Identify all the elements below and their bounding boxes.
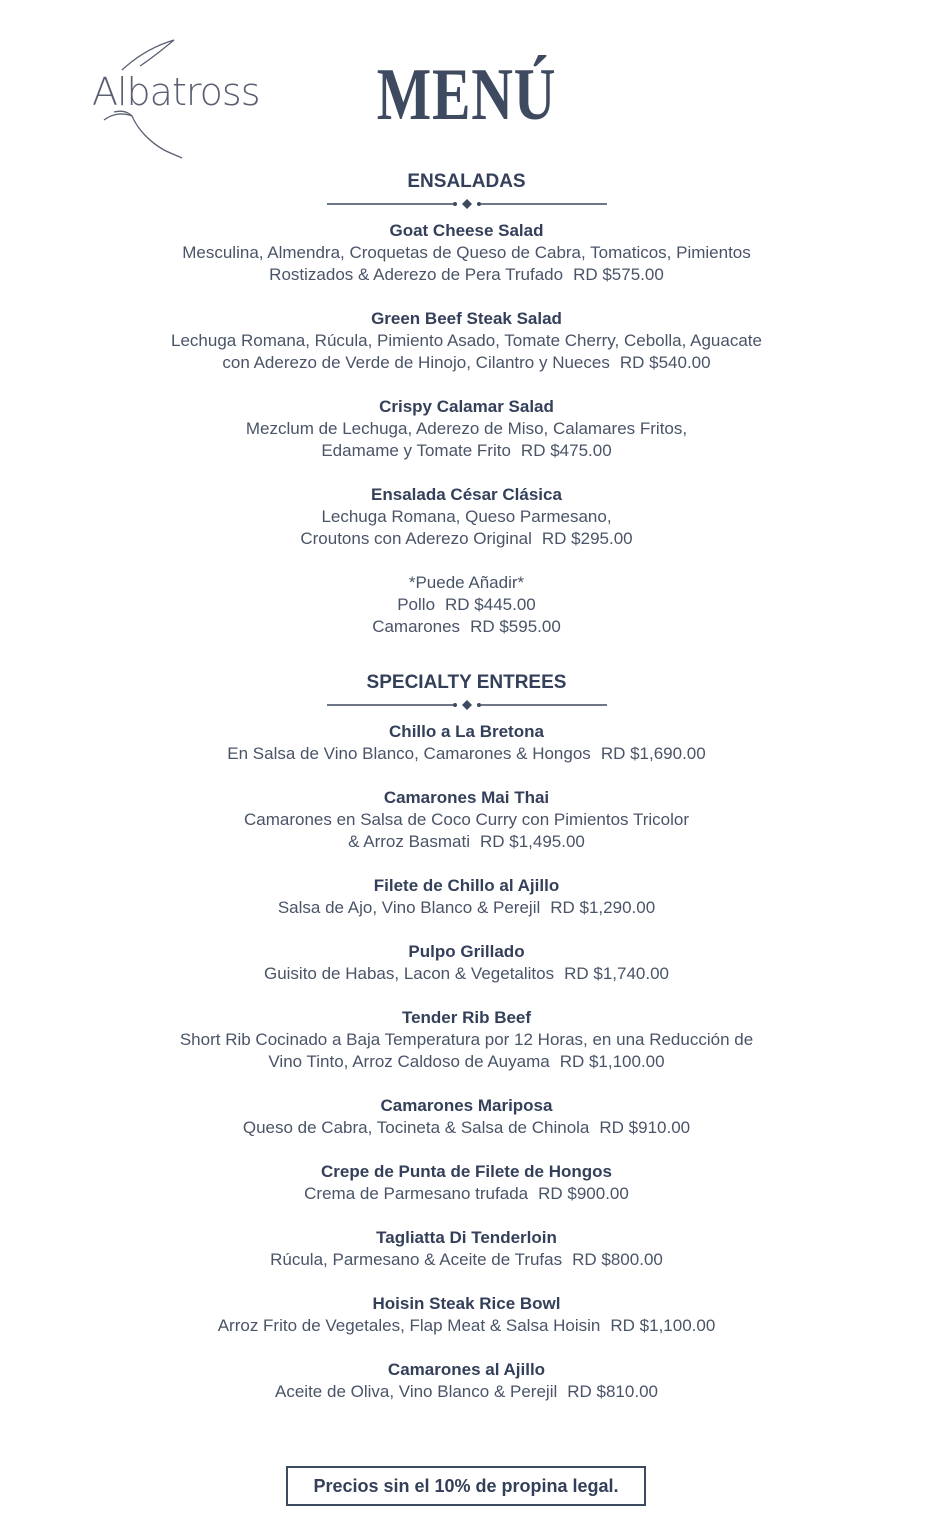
menu-item-description <box>0 1051 933 1073</box>
menu-item-name: Ensalada César Clásica <box>371 485 562 504</box>
menu-item-description <box>0 1029 933 1051</box>
section-title: ENSALADAS <box>407 171 526 192</box>
description-text: Aceite de Oliva, Vino Blanco & Perejil <box>275 1382 558 1401</box>
description-text: Rostizados & Aderezo de Pera Trufado <box>269 265 564 284</box>
menu-item-price: RD $1,740.00 <box>564 964 670 983</box>
menu-item-description <box>0 418 933 440</box>
menu-item <box>0 220 933 286</box>
menu-item-description <box>0 1315 933 1337</box>
description-text: Camarones en Salsa de Coco Curry con Pimientos Tricolor <box>243 810 690 829</box>
menu-item <box>0 484 933 550</box>
menu-item-name: Crepe de Punta de Filete de Hongos <box>321 1162 612 1181</box>
description-text: Guisito de Habas, Lacon & Vegetalitos <box>263 964 555 983</box>
description-text: Short Rib Cocinado a Baja Temperatura por 12 Horas, en una Reducción de <box>179 1030 754 1049</box>
addons-block <box>0 572 933 638</box>
menu-item-price: RD $475.00 <box>520 441 612 460</box>
menu-item <box>0 721 933 765</box>
menu-item-price: RD $800.00 <box>572 1250 663 1269</box>
brand-name: Albatross <box>92 70 260 114</box>
menu-item-name: Camarones Mai Thai <box>383 788 550 807</box>
description-text: Crema de Parmesano trufada <box>304 1184 529 1203</box>
addon-name: Camarones <box>372 617 461 636</box>
menu-item-price: RD $295.00 <box>541 529 633 548</box>
menu-item <box>0 1227 933 1271</box>
menu-item <box>0 941 933 985</box>
menu-item-price: RD $1,290.00 <box>550 898 656 917</box>
menu-item-name: Camarones al Ajillo <box>387 1360 546 1379</box>
menu-item <box>0 1161 933 1205</box>
menu-item-description <box>0 897 933 919</box>
ornament-divider <box>327 198 607 210</box>
description-text: con Aderezo de Verde de Hinojo, Cilantro y Nueces <box>222 353 610 372</box>
menu-item-name: Green Beef Steak Salad <box>371 309 562 328</box>
description-text: Lechuga Romana, Rúcula, Pimiento Asado, Tomate Cherry, Cebolla, Aguacate <box>171 331 762 350</box>
tip-notice: Precios sin el 10% de propina legal. <box>286 1466 646 1506</box>
section-specialty-entrees <box>0 671 933 1425</box>
menu-item-name: Filete de Chillo al Ajillo <box>373 876 560 895</box>
menu-item-description <box>0 506 933 528</box>
menu-item-description <box>0 1249 933 1271</box>
menu-item-name: Pulpo Grillado <box>408 942 525 961</box>
description-text: Croutons con Aderezo Original <box>300 529 532 548</box>
menu-item-price: RD $900.00 <box>538 1184 629 1203</box>
menu-item-price: RD $910.00 <box>599 1118 691 1137</box>
section-title: SPECIALTY ENTREES <box>366 672 567 693</box>
menu-item <box>0 787 933 853</box>
addon-name: Pollo <box>397 595 436 614</box>
menu-item <box>0 1095 933 1139</box>
menu-item-price: RD $575.00 <box>573 265 664 284</box>
section-ensaladas <box>0 170 933 638</box>
menu-item <box>0 308 933 374</box>
description-text: Arroz Frito de Vegetales, Flap Meat & Salsa Hoisin <box>217 1316 601 1335</box>
description-text: Rúcula, Parmesano & Aceite de Trufas <box>270 1250 563 1269</box>
description-text: Mesculina, Almendra, Croquetas de Queso de Cabra, Tomaticos, Pimientos <box>182 243 751 262</box>
description-text: Salsa de Ajo, Vino Blanco & Perejil <box>277 898 541 917</box>
menu-item-description <box>0 831 933 853</box>
menu-item-name: Camarones Mariposa <box>380 1096 553 1115</box>
description-text: Mezclum de Lechuga, Aderezo de Miso, Calamares Fritos, <box>245 419 688 438</box>
addon-price: RD $445.00 <box>445 595 536 614</box>
menu-item-description <box>0 352 933 374</box>
menu-item-name: Tagliatta Di Tenderloin <box>376 1228 557 1247</box>
description-text: En Salsa de Vino Blanco, Camarones & Hongos <box>227 744 591 763</box>
menu-item-description <box>0 1117 933 1139</box>
addon-item <box>0 594 933 616</box>
menu-item-name: Tender Rib Beef <box>401 1008 532 1027</box>
addon-item <box>0 616 933 638</box>
description-text: & Arroz Basmati <box>348 832 470 851</box>
menu-item-description <box>0 963 933 985</box>
menu-item <box>0 875 933 919</box>
menu-item-description <box>0 809 933 831</box>
description-text: Edamame y Tomate Frito <box>321 441 511 460</box>
menu-item-price: RD $540.00 <box>619 353 711 372</box>
addons-heading: *Puede Añadir* <box>408 573 525 592</box>
menu-item-name: Hoisin Steak Rice Bowl <box>372 1294 561 1313</box>
menu-item-name: Chillo a La Bretona <box>389 722 544 741</box>
menu-item <box>0 1293 933 1337</box>
ornament-divider <box>327 699 607 711</box>
menu-item-price: RD $810.00 <box>567 1382 658 1401</box>
menu-item-price: RD $1,690.00 <box>600 744 706 763</box>
menu-item-description <box>0 440 933 462</box>
addon-price: RD $595.00 <box>470 617 561 636</box>
menu-item <box>0 1007 933 1073</box>
menu-item-description <box>0 1381 933 1403</box>
menu-item <box>0 1359 933 1403</box>
menu-item-name: Goat Cheese Salad <box>389 221 544 240</box>
menu-item <box>0 396 933 462</box>
menu-item-description <box>0 242 933 264</box>
description-text: Lechuga Romana, Queso Parmesano, <box>321 507 612 526</box>
menu-item-name: Crispy Calamar Salad <box>379 397 554 416</box>
menu-title: MENÚ <box>376 54 557 136</box>
menu-item-description <box>0 330 933 352</box>
description-text: Queso de Cabra, Tocineta & Salsa de Chinola <box>242 1118 590 1137</box>
menu-item-description <box>0 528 933 550</box>
menu-item-price: RD $1,495.00 <box>479 832 585 851</box>
menu-item-description <box>0 1183 933 1205</box>
menu-item-description <box>0 264 933 286</box>
menu-item-price: RD $1,100.00 <box>559 1052 665 1071</box>
description-text: Vino Tinto, Arroz Caldoso de Auyama <box>268 1052 550 1071</box>
menu-item-price: RD $1,100.00 <box>610 1316 716 1335</box>
menu-item-description <box>0 743 933 765</box>
